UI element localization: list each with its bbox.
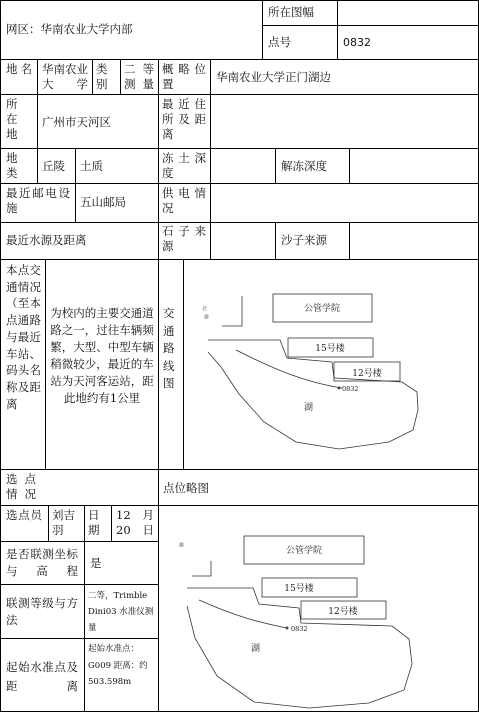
route-road-line — [236, 350, 342, 388]
building-label-main: 公管学院 — [303, 304, 341, 314]
stone-source-label: 石子来源 — [162, 224, 206, 253]
building-label-15: 15号楼 — [315, 344, 345, 354]
joint-survey-value: 是 — [90, 556, 102, 570]
survey-point-marker — [286, 627, 289, 630]
building-label-main: 公管学院 — [285, 546, 323, 556]
network-label: 网区：华南农业大学内部 — [6, 22, 133, 36]
nearest-residence-label: 最近住所及距离 — [162, 97, 206, 141]
traffic-label: 本点交通情况（至本点通路与最近车站、码头名称及距离 — [6, 263, 41, 411]
lake-label: 湖 — [251, 644, 261, 654]
sand-source-label: 沙子来源 — [281, 233, 327, 247]
building-label-12: 12号楼 — [328, 607, 358, 617]
location-value: 华南农业大学正门湖边 — [216, 70, 331, 84]
lake-outline — [208, 340, 418, 449]
joint-survey-label: 是否联测坐标与高程 — [6, 547, 78, 578]
north-arrow-icon: ▥ — [204, 314, 209, 320]
terrain-label: 地类 — [6, 151, 18, 180]
water-source-label: 最近水源及距离 — [6, 233, 87, 247]
route-road-line — [222, 296, 242, 326]
post-office-label: 最近邮电设施 — [6, 186, 70, 215]
place-name-value: 华南农业大学 — [42, 62, 88, 91]
sketch-road-line — [199, 600, 287, 628]
level-method-value: 二等，Trimble Dini03 水准仪测量 — [88, 591, 154, 633]
sketch-label: 点位略图 — [163, 481, 209, 495]
power-supply-label: 供电情况 — [162, 186, 206, 215]
terrain-value-1: 丘陵 — [42, 159, 65, 173]
date-label: 日期 — [88, 508, 100, 537]
terrain-value-2: 土质 — [80, 159, 103, 173]
date-value: 12月20日 — [116, 508, 154, 537]
place-name-label: 地名 — [6, 62, 32, 76]
building-label-12: 12号楼 — [352, 369, 382, 379]
building-label-15: 15号楼 — [284, 584, 314, 594]
selector-name: 刘吉羽 — [52, 508, 75, 537]
traffic-description: 为校内的主要交通道路之一，过往车辆频繁，大型、中型车辆稍微较少，最近的车站为天河客运站，距此地约有1公里 — [50, 306, 154, 405]
selection-label: 选点情况 — [6, 472, 36, 501]
survey-point-marker — [338, 387, 341, 390]
selector-label: 选点员 — [6, 508, 42, 522]
sketch-road-line — [192, 561, 211, 576]
route-map-label: 交通路线图 — [163, 306, 175, 390]
frost-depth-label: 冻土深度 — [162, 151, 206, 180]
lake-label: 湖 — [304, 403, 314, 413]
route-map — [184, 260, 478, 469]
thaw-depth-label: 解冻深度 — [281, 159, 327, 173]
map-sheet-label: 所在图幅 — [268, 5, 314, 19]
type-value: 二等测量 — [124, 62, 154, 91]
address-label: 所在地 — [6, 97, 18, 141]
start-benchmark-value: 起始水准点：G009 距离：约503.598m — [88, 644, 148, 687]
level-method-label: 联测等级与方法 — [6, 596, 78, 627]
address-value: 广州市天河区 — [42, 115, 111, 129]
point-sketch-map — [159, 506, 478, 711]
point-label: 0832 — [291, 625, 308, 633]
north-arrow-icon: ▥ — [179, 542, 184, 548]
lake-outline — [187, 588, 412, 708]
start-benchmark-label: 起始水准点及距离 — [6, 660, 78, 693]
north-arrow-icon: 北 — [202, 306, 208, 312]
point-number: 0832 — [343, 36, 371, 49]
point-label: 点号 — [268, 35, 291, 49]
point-label: 0832 — [342, 385, 359, 393]
type-label: 类别 — [96, 62, 108, 91]
location-label: 概略位置 — [162, 62, 206, 91]
post-office-value: 五山邮局 — [80, 195, 126, 209]
